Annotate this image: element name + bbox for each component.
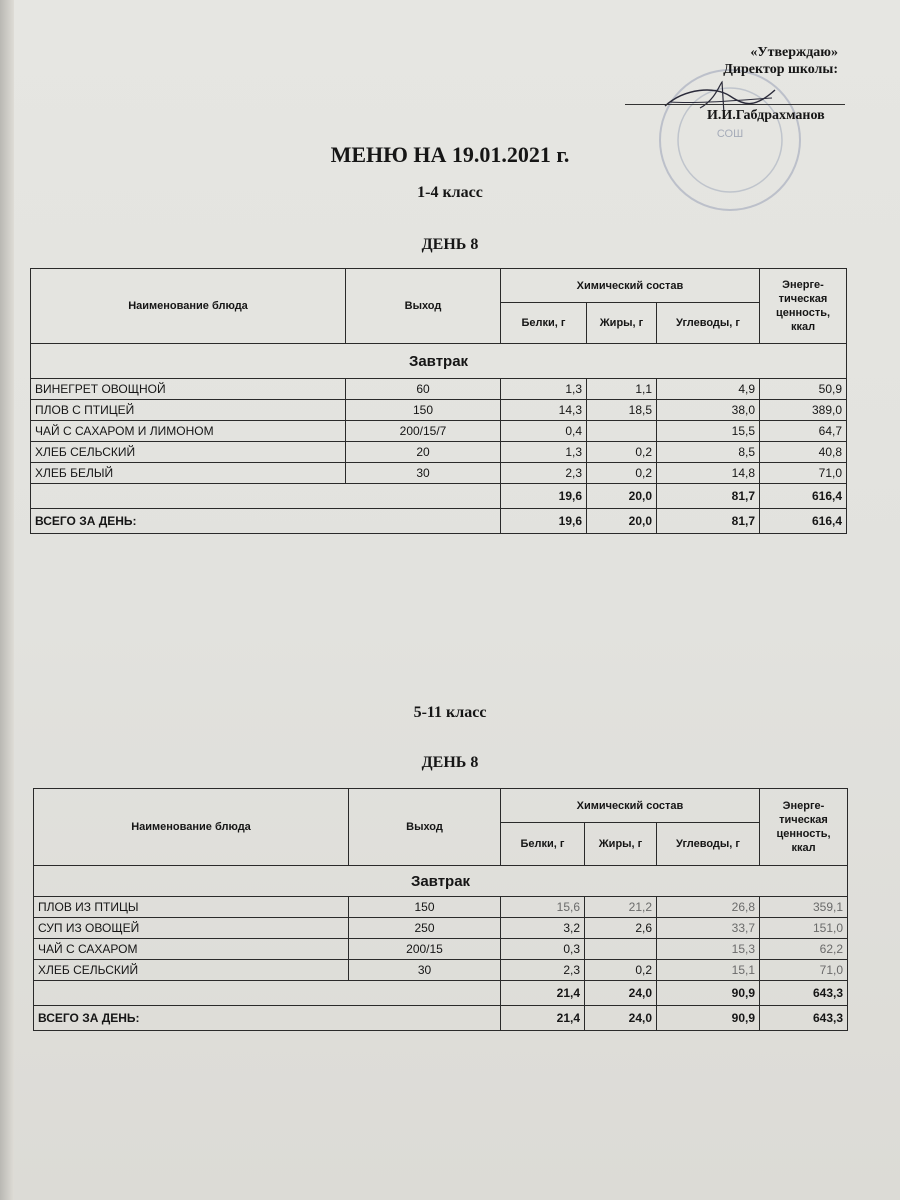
table-row [34, 939, 848, 960]
header-carbs: Углеводы, г [657, 303, 760, 344]
dish-name: ХЛЕБ БЕЛЫЙ [31, 463, 346, 484]
dish-fat [587, 421, 657, 442]
header-output: Выход [346, 269, 501, 344]
dish-fat: 2,6 [585, 918, 657, 939]
dish-carbs: 15,1 [657, 960, 760, 981]
dish-fat: 0,2 [585, 960, 657, 981]
total-protein: 19,6 [501, 509, 587, 534]
dish-protein: 0,4 [501, 421, 587, 442]
header-dish: Наименование блюда [31, 269, 346, 344]
dish-kcal: 50,9 [760, 379, 847, 400]
dish-name: ХЛЕБ СЕЛЬСКИЙ [31, 442, 346, 463]
dish-name: ЧАЙ С САХАРОМ И ЛИМОНОМ [31, 421, 346, 442]
subtotal-fat: 20,0 [587, 484, 657, 509]
dish-name: ХЛЕБ СЕЛЬСКИЙ [34, 960, 349, 981]
menu-table-2 [33, 788, 848, 1031]
page-shadow-edge [0, 0, 14, 1200]
day-title-1: ДЕНЬ 8 [421, 236, 479, 253]
dish-kcal: 71,0 [760, 463, 847, 484]
header-dish: Наименование блюда [34, 789, 349, 866]
header-chem: Химический состав [501, 789, 760, 823]
dish-fat: 21,2 [585, 897, 657, 918]
dish-fat: 18,5 [587, 400, 657, 421]
dish-kcal: 389,0 [760, 400, 847, 421]
header-energy: Энерге-тическая ценность, ккал [760, 269, 847, 344]
dish-fat: 0,2 [587, 442, 657, 463]
dish-output: 60 [346, 379, 501, 400]
dish-protein: 1,3 [501, 379, 587, 400]
total-carbs: 81,7 [657, 509, 760, 534]
dish-fat [585, 939, 657, 960]
dish-carbs: 26,8 [657, 897, 760, 918]
total-carbs: 90,9 [657, 1006, 760, 1031]
grade-title-2: 5-11 класс [413, 704, 487, 721]
dish-kcal: 359,1 [760, 897, 848, 918]
total-fat: 24,0 [585, 1006, 657, 1031]
dish-output: 150 [346, 400, 501, 421]
dish-carbs: 4,9 [657, 379, 760, 400]
dish-carbs: 33,7 [657, 918, 760, 939]
total-label: ВСЕГО ЗА ДЕНЬ: [31, 509, 501, 534]
table-row [31, 442, 847, 463]
dish-protein: 15,6 [501, 897, 585, 918]
dish-output: 200/15/7 [346, 421, 501, 442]
dish-kcal: 151,0 [760, 918, 848, 939]
dish-protein: 3,2 [501, 918, 585, 939]
subtotal-row [31, 484, 847, 509]
approval-block [723, 44, 838, 78]
dish-output: 20 [346, 442, 501, 463]
director-name: И.И.Габдрахманов [707, 108, 825, 123]
table-row [34, 918, 848, 939]
subtotal-fat: 24,0 [585, 981, 657, 1006]
total-kcal: 616,4 [760, 509, 847, 534]
dish-protein: 0,3 [501, 939, 585, 960]
total-protein: 21,4 [501, 1006, 585, 1031]
dish-kcal: 71,0 [760, 960, 848, 981]
dish-carbs: 14,8 [657, 463, 760, 484]
dish-fat: 1,1 [587, 379, 657, 400]
dish-output: 200/15 [349, 939, 501, 960]
total-fat: 20,0 [587, 509, 657, 534]
dish-kcal: 40,8 [760, 442, 847, 463]
header-fat: Жиры, г [587, 303, 657, 344]
header-protein: Белки, г [501, 303, 587, 344]
dish-output: 30 [346, 463, 501, 484]
table-row [31, 379, 847, 400]
dish-carbs: 15,3 [657, 939, 760, 960]
subtotal-carbs: 81,7 [657, 484, 760, 509]
subtotal-row [34, 981, 848, 1006]
dish-name: ВИНЕГРЕТ ОВОЩНОЙ [31, 379, 346, 400]
total-kcal: 643,3 [760, 1006, 848, 1031]
total-row [31, 509, 847, 534]
dish-name: ЧАЙ С САХАРОМ [34, 939, 349, 960]
subtotal-protein: 21,4 [501, 981, 585, 1006]
dish-output: 150 [349, 897, 501, 918]
header-fat: Жиры, г [585, 823, 657, 866]
dish-output: 30 [349, 960, 501, 981]
dish-carbs: 38,0 [657, 400, 760, 421]
table-row [34, 960, 848, 981]
dish-name: ПЛОВ ИЗ ПТИЦЫ [34, 897, 349, 918]
table-row [34, 897, 848, 918]
dish-kcal: 62,2 [760, 939, 848, 960]
header-energy: Энерге-тическая ценность, ккал [760, 789, 848, 866]
meal-title: Завтрак [34, 866, 848, 897]
stamp-text: СОШ [716, 128, 744, 140]
approval-line2: Директор школы: [723, 62, 838, 77]
dish-name: СУП ИЗ ОВОЩЕЙ [34, 918, 349, 939]
total-label: ВСЕГО ЗА ДЕНЬ: [34, 1006, 501, 1031]
grade-title-1: 1-4 класс [417, 184, 483, 201]
meal-title: Завтрак [31, 344, 847, 379]
dish-protein: 2,3 [501, 463, 587, 484]
page-title: МЕНЮ НА 19.01.2021 г. [330, 142, 570, 167]
dish-carbs: 8,5 [657, 442, 760, 463]
dish-carbs: 15,5 [657, 421, 760, 442]
subtotal-kcal: 616,4 [760, 484, 847, 509]
dish-protein: 1,3 [501, 442, 587, 463]
dish-kcal: 64,7 [760, 421, 847, 442]
table-row [31, 421, 847, 442]
dish-protein: 14,3 [501, 400, 587, 421]
subtotal-protein: 19,6 [501, 484, 587, 509]
header-chem: Химический состав [501, 269, 760, 303]
header-carbs: Углеводы, г [657, 823, 760, 866]
table-row [31, 463, 847, 484]
signature-line [625, 104, 845, 105]
header-protein: Белки, г [501, 823, 585, 866]
total-row [34, 1006, 848, 1031]
dish-fat: 0,2 [587, 463, 657, 484]
dish-output: 250 [349, 918, 501, 939]
dish-protein: 2,3 [501, 960, 585, 981]
header-output: Выход [349, 789, 501, 866]
menu-table-1 [30, 268, 847, 534]
day-title-2: ДЕНЬ 8 [421, 754, 479, 771]
subtotal-carbs: 90,9 [657, 981, 760, 1006]
table-row [31, 400, 847, 421]
approval-line1: «Утверждаю» [750, 45, 838, 60]
dish-name: ПЛОВ С ПТИЦЕЙ [31, 400, 346, 421]
subtotal-kcal: 643,3 [760, 981, 848, 1006]
